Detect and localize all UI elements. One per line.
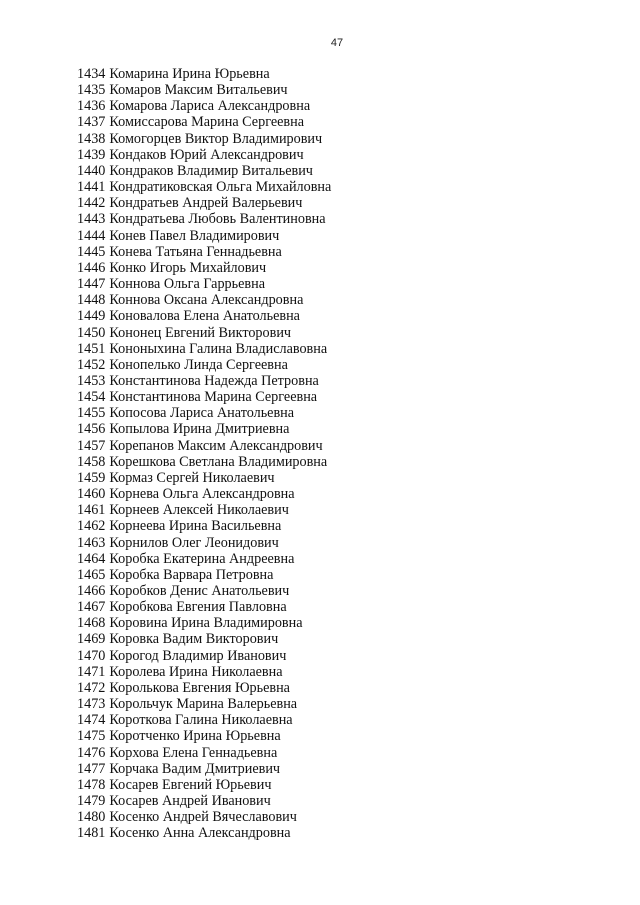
list-item — [77, 405, 331, 421]
entry-name: Корепанов Максим Александрович — [109, 437, 323, 454]
list-item — [77, 179, 331, 195]
entry-number: 1475 — [77, 728, 106, 745]
entry-name: Кондратиковская Ольга Михайловна — [109, 179, 332, 196]
entry-number: 1455 — [77, 405, 106, 422]
list-item — [77, 696, 331, 712]
list-item — [77, 82, 331, 98]
list-item — [77, 648, 331, 664]
list-item — [77, 421, 331, 437]
list-item — [77, 147, 331, 163]
entry-number: 1468 — [77, 615, 106, 632]
list-item — [77, 470, 331, 486]
entry-number: 1448 — [77, 292, 106, 309]
entry-name: Кононыхина Галина Владиславовна — [109, 340, 328, 357]
entry-name: Коробка Варвара Петровна — [109, 566, 274, 583]
list-item — [77, 518, 331, 534]
list-item — [77, 809, 331, 825]
entry-name: Косарев Андрей Иванович — [109, 793, 271, 810]
entry-name: Корольчук Марина Валерьевна — [109, 696, 298, 713]
list-item — [77, 438, 331, 454]
list-item — [77, 228, 331, 244]
list-item — [77, 486, 331, 502]
entry-number: 1473 — [77, 696, 106, 713]
entry-number: 1476 — [77, 744, 106, 761]
entry-name: Коробков Денис Анатольевич — [109, 583, 290, 599]
entry-number: 1437 — [77, 114, 106, 131]
entry-name: Кондратьева Любовь Валентиновна — [109, 211, 326, 228]
list-item — [77, 551, 331, 567]
entry-number: 1434 — [77, 66, 106, 82]
list-item — [77, 66, 331, 82]
entry-name: Косарев Евгений Юрьевич — [109, 776, 272, 793]
list-item — [77, 325, 331, 341]
entry-number: 1459 — [77, 469, 106, 486]
list-item — [77, 292, 331, 308]
entry-number: 1440 — [77, 162, 106, 179]
entry-name: Корешкова Светлана Владимировна — [109, 453, 328, 470]
entry-number: 1477 — [77, 760, 106, 777]
list-item — [77, 631, 331, 647]
entry-number: 1451 — [77, 340, 106, 357]
entry-name: Коннова Оксана Александровна — [109, 292, 304, 309]
list-item — [77, 341, 331, 357]
entry-number: 1466 — [77, 583, 106, 599]
list-item — [77, 211, 331, 227]
entry-number: 1470 — [77, 647, 106, 664]
entry-number: 1474 — [77, 712, 106, 729]
entry-name: Конко Игорь Михайлович — [109, 259, 267, 276]
list-item — [77, 163, 331, 179]
entry-number: 1441 — [77, 179, 106, 196]
entry-name: Корчака Вадим Дмитриевич — [109, 760, 281, 777]
entry-number: 1439 — [77, 146, 106, 163]
entry-number: 1463 — [77, 534, 106, 551]
entry-name: Корхова Елена Геннадьевна — [109, 744, 278, 761]
entry-name: Корнеев Алексей Николаевич — [109, 502, 289, 519]
list-item — [77, 567, 331, 583]
list-item — [77, 761, 331, 777]
list-item — [77, 728, 331, 744]
entry-name: Коротченко Ирина Юрьевна — [109, 728, 281, 745]
list-item — [77, 793, 331, 809]
entry-name: Конопелько Линда Сергеевна — [109, 356, 288, 373]
entry-name: Корнева Ольга Александровна — [109, 486, 295, 503]
entry-number: 1462 — [77, 518, 106, 535]
entry-number: 1471 — [77, 663, 106, 680]
entry-number: 1469 — [77, 631, 106, 648]
entry-name: Комиссарова Марина Сергеевна — [109, 114, 305, 131]
name-list — [77, 66, 331, 842]
list-item — [77, 373, 331, 389]
list-item — [77, 389, 331, 405]
entry-name: Корогод Владимир Иванович — [109, 647, 287, 664]
entry-number: 1480 — [77, 809, 106, 826]
entry-number: 1464 — [77, 550, 106, 567]
entry-name: Коннова Ольга Гаррьевна — [109, 276, 266, 293]
entry-name: Копосова Лариса Анатольевна — [109, 405, 295, 422]
entry-number: 1465 — [77, 566, 106, 583]
list-item — [77, 276, 331, 292]
entry-number: 1472 — [77, 679, 106, 696]
entry-number: 1449 — [77, 308, 106, 325]
list-item — [77, 599, 331, 615]
entry-number: 1438 — [77, 130, 106, 147]
list-item — [77, 244, 331, 260]
entry-number: 1460 — [77, 486, 106, 503]
entry-name: Кононец Евгений Викторович — [109, 324, 292, 341]
list-item — [77, 825, 331, 841]
list-item — [77, 308, 331, 324]
entry-name: Кондаков Юрий Александрович — [109, 146, 304, 163]
entry-name: Коробкова Евгения Павловна — [109, 599, 287, 616]
entry-name: Корнилов Олег Леонидович — [109, 534, 279, 551]
list-item — [77, 454, 331, 470]
list-item — [77, 260, 331, 276]
entry-name: Комаров Максим Витальевич — [109, 82, 288, 99]
entry-name: Корнеева Ирина Васильевна — [109, 518, 282, 535]
entry-number: 1446 — [77, 259, 106, 276]
entry-name: Копылова Ирина Дмитриевна — [109, 421, 290, 438]
list-item — [77, 195, 331, 211]
entry-name: Константинова Марина Сергеевна — [109, 389, 318, 406]
list-item — [77, 502, 331, 518]
entry-number: 1479 — [77, 793, 106, 810]
entry-name: Конева Татьяна Геннадьевна — [109, 243, 282, 260]
entry-name: Королькова Евгения Юрьевна — [109, 679, 290, 696]
list-item — [77, 583, 331, 599]
entry-number: 1442 — [77, 195, 106, 212]
entry-number: 1444 — [77, 227, 106, 244]
page-number: 47 — [330, 37, 344, 49]
entry-number: 1453 — [77, 372, 106, 389]
list-item — [77, 114, 331, 130]
entry-number: 1467 — [77, 599, 106, 616]
entry-name: Короткова Галина Николаевна — [109, 712, 293, 729]
entry-name: Конев Павел Владимирович — [109, 227, 280, 244]
entry-number: 1458 — [77, 453, 106, 470]
list-item — [77, 535, 331, 551]
list-item — [77, 98, 331, 114]
entry-name: Кондратьев Андрей Валерьевич — [109, 195, 303, 212]
entry-name: Коровина Ирина Владимировна — [109, 615, 303, 632]
entry-name: Комарина Ирина Юрьевна — [109, 66, 270, 82]
entry-name: Комарова Лариса Александровна — [109, 98, 311, 115]
entry-number: 1478 — [77, 776, 106, 793]
list-item — [77, 615, 331, 631]
list-item — [77, 680, 331, 696]
list-item — [77, 664, 331, 680]
entry-number: 1447 — [77, 276, 106, 293]
entry-number: 1445 — [77, 243, 106, 260]
entry-name: Кондраков Владимир Витальевич — [109, 162, 313, 179]
entry-number: 1436 — [77, 98, 106, 115]
entry-name: Косенко Анна Александровна — [109, 825, 291, 842]
entry-number: 1452 — [77, 356, 106, 373]
list-item — [77, 712, 331, 728]
entry-number: 1457 — [77, 437, 106, 454]
entry-number: 1450 — [77, 324, 106, 341]
entry-number: 1456 — [77, 421, 106, 438]
entry-name: Коробка Екатерина Андреевна — [109, 550, 295, 567]
entry-name: Комогорцев Виктор Владимирович — [109, 130, 323, 147]
entry-number: 1461 — [77, 502, 106, 519]
list-item — [77, 745, 331, 761]
entry-number: 1443 — [77, 211, 106, 228]
list-item — [77, 131, 331, 147]
list-item — [77, 777, 331, 793]
entry-name: Косенко Андрей Вячеславович — [109, 809, 297, 826]
list-item — [77, 357, 331, 373]
entry-number: 1481 — [77, 825, 106, 842]
entry-number: 1435 — [77, 82, 106, 99]
entry-name: Константинова Надежда Петровна — [109, 372, 319, 389]
entry-name: Коновалова Елена Анатольевна — [109, 308, 300, 325]
entry-name: Королева Ирина Николаевна — [109, 663, 283, 680]
entry-name: Кормаз Сергей Николаевич — [109, 469, 275, 486]
entry-number: 1454 — [77, 389, 106, 406]
entry-name: Коровка Вадим Викторович — [109, 631, 279, 648]
